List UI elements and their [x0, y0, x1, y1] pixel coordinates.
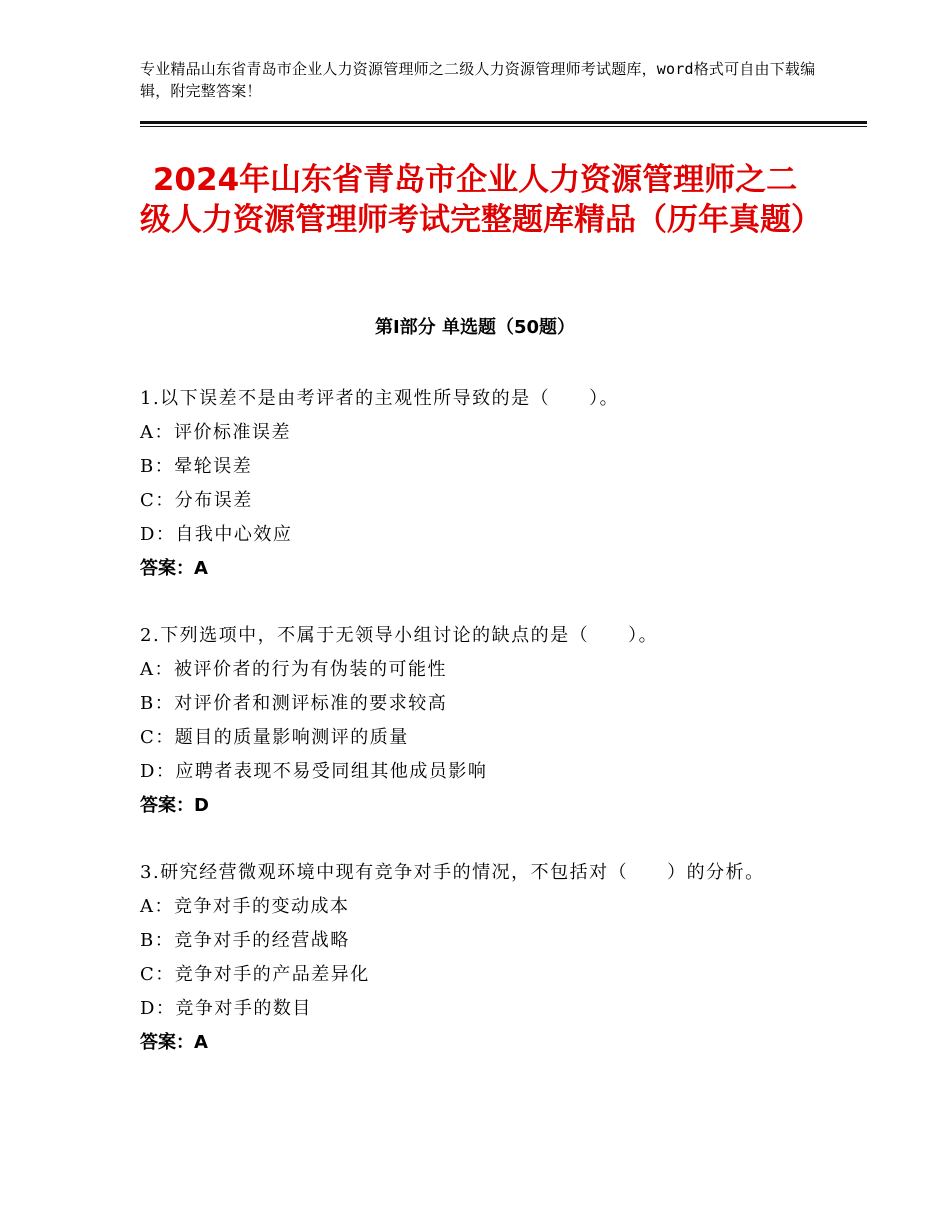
answer-label: 答案：A	[140, 1032, 208, 1053]
header-note: 专业精品山东省青岛市企业人力资源管理师之二级人力资源管理师考试题库，word格式可自由下载编辑，附完整答案！	[140, 60, 816, 100]
header-rule-thick	[140, 121, 867, 124]
option-d: D：应聘者表现不易受同组其他成员影响	[140, 761, 488, 782]
header-rule-thin	[140, 126, 867, 127]
option-d: D：竞争对手的数目	[140, 998, 312, 1019]
answer-label: 答案：A	[140, 558, 208, 579]
option-d: D：自我中心效应	[140, 524, 293, 545]
question-text: 1.以下误差不是由考评者的主观性所导致的是（ ）。	[140, 388, 620, 409]
option-c: C：分布误差	[140, 490, 253, 511]
question-3	[140, 856, 810, 1060]
answer-label: 答案：D	[140, 795, 209, 816]
option-c: C：竞争对手的产品差异化	[140, 964, 370, 985]
question-list	[140, 382, 810, 1093]
document-title: 2024年山东省青岛市企业人力资源管理师之二级人力资源管理师考试完整题库精品（历年真题）	[140, 162, 822, 238]
option-c: C：题目的质量影响测评的质量	[140, 727, 409, 748]
option-a: A：竞争对手的变动成本	[140, 896, 350, 917]
question-1	[140, 382, 810, 586]
option-b: B：竞争对手的经营战略	[140, 930, 350, 951]
option-a: A：评价标准误差	[140, 422, 291, 443]
question-text: 3.研究经营微观环境中现有竞争对手的情况，不包括对（ ）的分析。	[140, 862, 765, 883]
question-2	[140, 619, 810, 823]
question-text: 2.下列选项中，不属于无领导小组讨论的缺点的是（ ）。	[140, 625, 659, 646]
option-a: A：被评价者的行为有伪装的可能性	[140, 659, 447, 680]
option-b: B：对评价者和测评标准的要求较高	[140, 693, 448, 714]
option-b: B：晕轮误差	[140, 456, 253, 477]
section-title: 第Ⅰ部分 单选题（50题）	[374, 317, 575, 338]
